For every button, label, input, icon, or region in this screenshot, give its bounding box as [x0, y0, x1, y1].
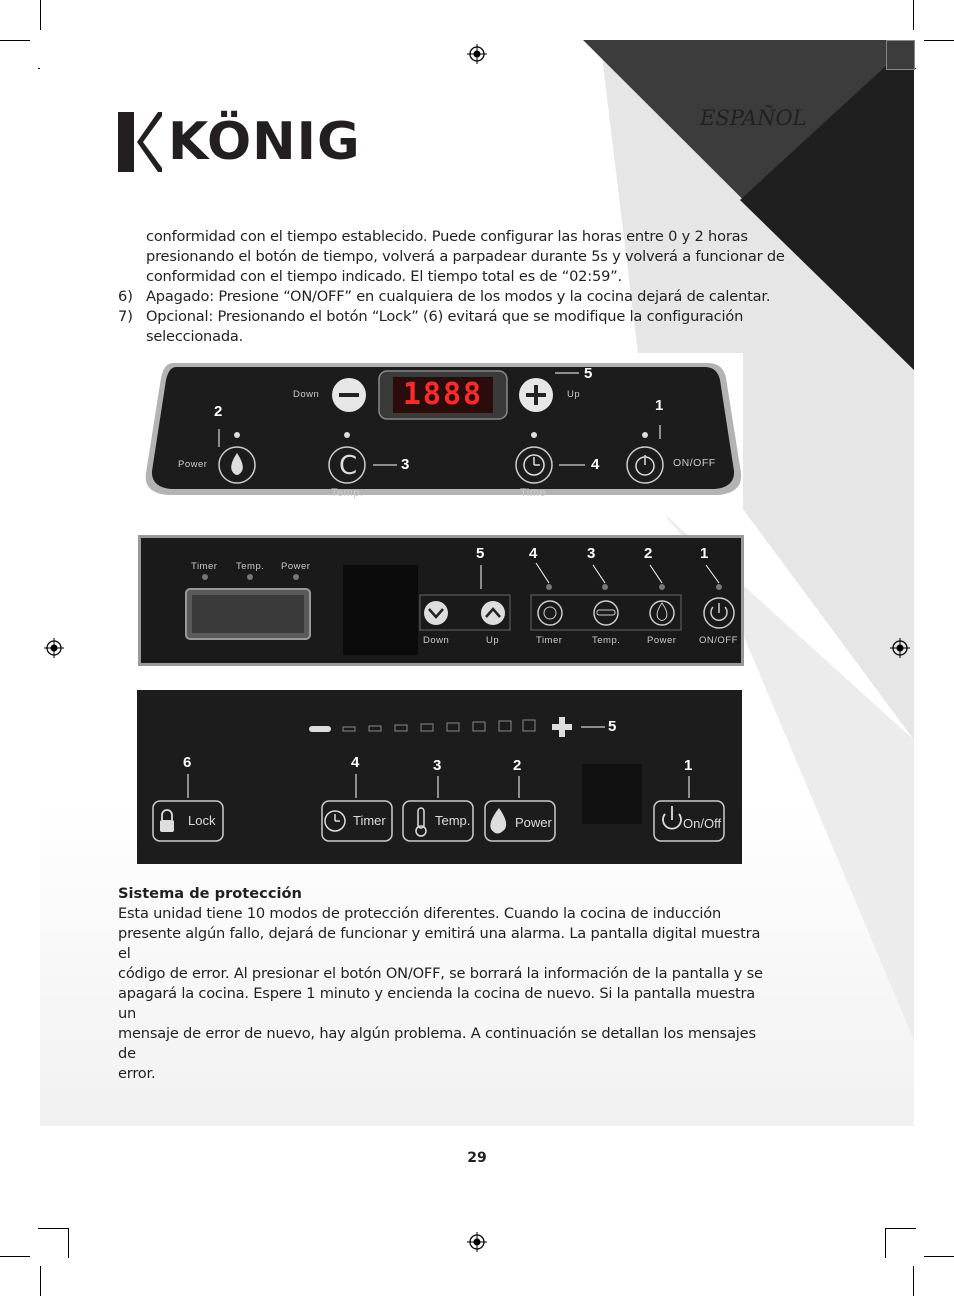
callout-3: 3: [401, 456, 410, 473]
callout-1: 1: [700, 545, 709, 562]
label-time: Time: [520, 487, 547, 499]
list-item-6: Apagado: Presione “ON/OFF” en cualquiera de los modos y la cocina dejará de calentar.: [146, 288, 771, 305]
onoff-button-label: On/Off: [683, 816, 722, 831]
registration-mark-icon: [890, 638, 910, 658]
led-display: 1888: [402, 377, 484, 412]
callout-1: 1: [684, 757, 693, 774]
list-number: 7): [118, 308, 133, 325]
text-line: conformidad con el tiempo indicado. El tiempo total es de “02:59”.: [146, 268, 622, 285]
indicator-temp: Temp.: [236, 561, 265, 572]
label-power: Power: [178, 459, 208, 470]
callout-2: 2: [644, 545, 653, 562]
text-line: seleccionada.: [146, 328, 244, 345]
list-number: 6): [118, 288, 133, 305]
text-line: presionando el botón de tiempo, volverá a parpadear durante 5s y volverá a funcionar de: [146, 248, 785, 265]
section-title: Sistema de protección: [118, 885, 302, 902]
registration-mark-icon: [44, 638, 64, 658]
label-up: Up: [486, 635, 500, 646]
callout-2: 2: [513, 757, 522, 774]
callout-5: 5: [584, 365, 593, 382]
callout-4: 4: [591, 456, 600, 473]
label-temp: Temp.: [331, 487, 364, 499]
control-panel-2: [138, 535, 744, 666]
continuation-paragraph: [146, 227, 786, 287]
text-line: error.: [118, 1065, 156, 1082]
callout-1: 1: [655, 397, 664, 414]
text-line: mensaje de error de nuevo, hay algún problema. A continuación se detallan los mensajes de: [118, 1025, 756, 1062]
panel-2-body: [138, 535, 744, 666]
label-timer: Timer: [536, 635, 563, 646]
text-line: código de error. Al presionar el botón ON/OFF, se borrará la información de la pantalla y se: [118, 965, 763, 982]
list-item-7: [146, 307, 786, 347]
svg-text:C: C: [339, 451, 358, 481]
lock-button-label: Lock: [188, 813, 216, 828]
brand-name: KÖNIG: [168, 112, 361, 172]
konig-k-logo-icon: [118, 112, 162, 172]
panel-3-body: [137, 690, 742, 864]
corner-tab: [886, 40, 915, 70]
timer-button-label: Timer: [353, 813, 386, 828]
callout-5: 5: [608, 718, 617, 735]
callout-5: 5: [476, 545, 485, 562]
temp-button-label: Temp.: [435, 813, 471, 828]
text-line: conformidad con el tiempo establecido. Puede configurar las horas entre 0 y 2 horas: [146, 228, 748, 245]
label-onoff: ON/OFF: [673, 457, 716, 469]
indicator-timer: Timer: [191, 561, 218, 572]
callout-3: 3: [587, 545, 596, 562]
brand-logo: [118, 112, 361, 172]
text-line: presente algún fallo, dejará de funcionar y emitirá una alarma. La pantalla digital muestra el: [118, 925, 761, 962]
power-button-label: Power: [515, 815, 552, 830]
text-line: Opcional: Presionando el botón “Lock” (6) evitará que se modifique la configuración: [146, 308, 744, 325]
text-line: Esta unidad tiene 10 modos de protección diferentes. Cuando la cocina de inducción: [118, 905, 722, 922]
callout-4: 4: [529, 545, 538, 562]
language-label: ESPAÑOL: [700, 106, 807, 130]
label-onoff: ON/OFF: [699, 635, 738, 646]
label-power: Power: [647, 635, 677, 646]
label-down: Down: [423, 635, 450, 646]
label-temp: Temp.: [592, 635, 621, 646]
indicator-power: Power: [281, 561, 311, 572]
protection-paragraph: [118, 904, 768, 1084]
control-panel-1: [143, 353, 743, 517]
label-up: Up: [567, 389, 581, 400]
registration-mark-icon: [467, 44, 487, 64]
callout-6: 6: [183, 754, 192, 771]
page-number: 29: [467, 1150, 487, 1166]
text-line: apagará la cocina. Espere 1 minuto y encienda la cocina de nuevo. Si la pantalla muestra un: [118, 985, 756, 1022]
callout-2: 2: [214, 403, 223, 420]
registration-mark-icon: [467, 1232, 487, 1252]
callout-4: 4: [351, 754, 360, 771]
control-panel-3: [137, 690, 742, 864]
callout-3: 3: [433, 757, 442, 774]
label-down: Down: [293, 389, 320, 400]
